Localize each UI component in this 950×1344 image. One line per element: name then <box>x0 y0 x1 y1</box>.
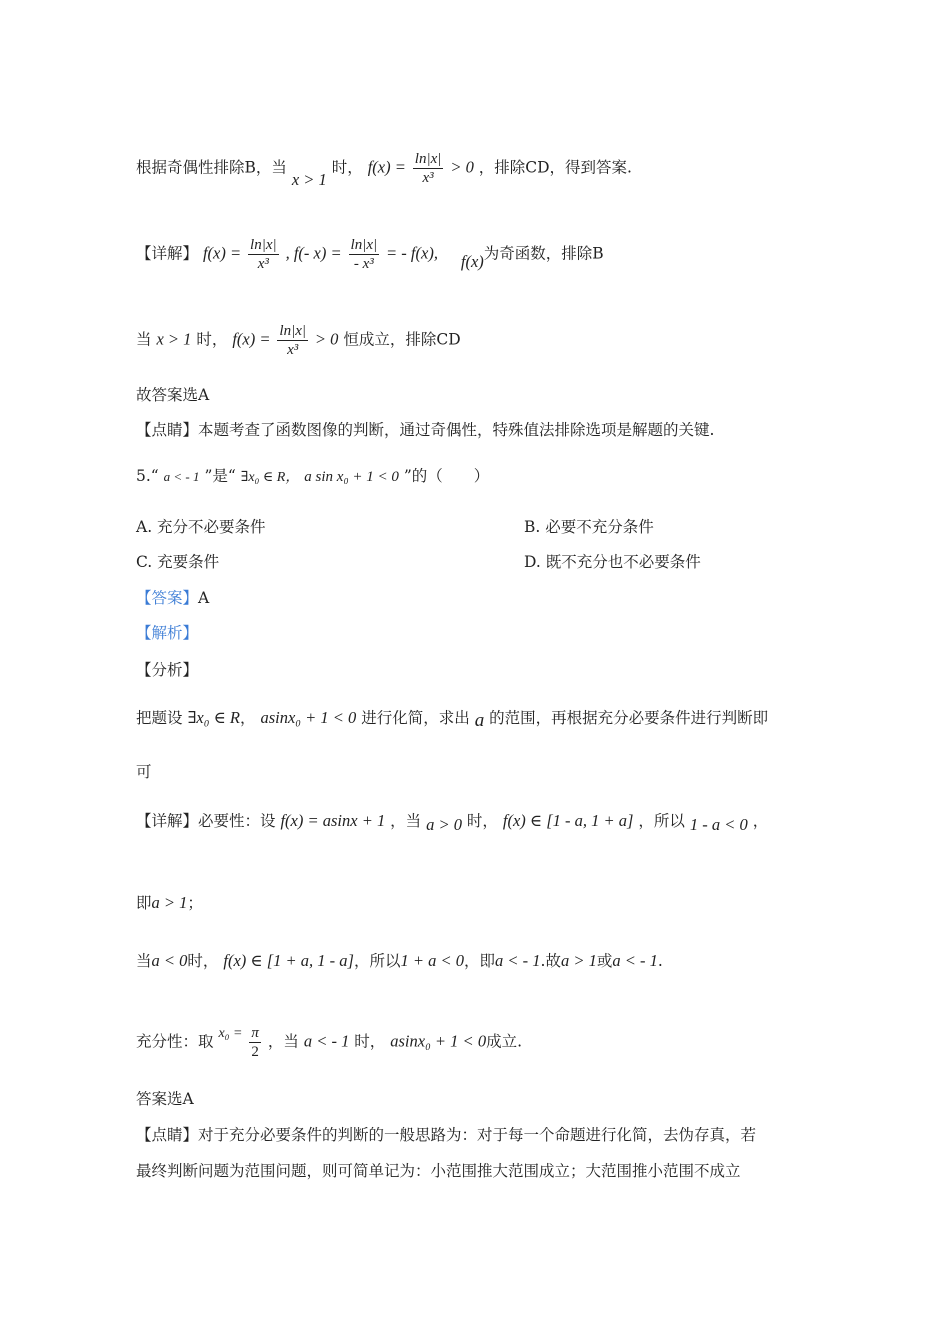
fraction-num: ln|x| <box>414 151 442 167</box>
math: a < 0 <box>151 951 188 970</box>
text: ，所以 <box>353 952 401 970</box>
fraction-den: x³ <box>257 256 269 272</box>
answer-line-2: 答案选A <box>136 1090 194 1108</box>
fraction <box>249 1024 261 1061</box>
text: 进行化简，求出 <box>361 709 470 727</box>
text: ， <box>752 812 769 830</box>
text: 即 <box>136 894 152 912</box>
comment-line-2a: 【点睛】对于充分必要条件的判断的一般思路为：对于每一个命题进行化简，去伪存真，若 <box>136 1126 757 1144</box>
text: 时， <box>196 330 228 349</box>
jiexi-label: 【解析】 <box>136 624 199 642</box>
fraction-den: x³ <box>287 342 299 358</box>
fraction-den: 2 <box>251 1044 259 1060</box>
math: 1 - a < 0 <box>689 815 748 834</box>
fraction <box>349 236 380 273</box>
fraction <box>413 150 444 187</box>
text: .故 <box>540 952 561 970</box>
math: a <box>474 710 485 731</box>
line-detail-odd <box>136 236 604 273</box>
math: a > 1 <box>151 893 188 912</box>
question-5 <box>136 466 489 488</box>
sufficiency-line <box>136 1024 522 1061</box>
math: f(x) ∈ [1 - a, 1 + a] <box>502 811 634 830</box>
fraction-num: ln|x| <box>350 237 378 253</box>
text: 时， <box>466 812 498 830</box>
text: ”是“ <box>204 467 236 485</box>
answer-value: A <box>198 589 210 607</box>
comment-line-2b: 最终判断问题为范围问题，则可简单记为：小范围推大范围成立；大范围推小范围不成立 <box>136 1162 741 1180</box>
text: 为奇函数，排除B <box>483 244 604 263</box>
math-cond: x > 1 <box>156 329 192 349</box>
text: ； <box>187 894 203 912</box>
text: 的范围，再根据充分必要条件进行判断即 <box>489 709 769 727</box>
text: ，当 <box>390 812 422 830</box>
math: f(x) = <box>232 329 271 349</box>
text: 成立. <box>486 1032 523 1051</box>
text: 时， <box>187 952 219 970</box>
analysis-cont: 可 <box>136 763 152 781</box>
fraction <box>248 236 279 273</box>
text: . <box>657 952 663 970</box>
text: 或 <box>596 952 613 970</box>
text: 时， <box>354 1032 386 1051</box>
text: 当 <box>136 330 152 349</box>
math: ∃x₀ ∈ R， <box>240 470 300 485</box>
math: f(x) = <box>202 243 242 263</box>
fenxi-label: 【分析】 <box>136 661 199 679</box>
fraction <box>277 322 308 359</box>
necessity-line <box>136 811 769 834</box>
text: 充分性：取 <box>136 1032 214 1051</box>
analysis-line <box>136 708 769 731</box>
math: a < - 1 <box>163 469 200 484</box>
line-detail-positive <box>136 322 461 359</box>
math: a > 1 <box>560 951 597 970</box>
comment-line-1: 【点睛】本题考查了函数图像的判断，通过奇偶性，特殊值法排除选项是解题的关键. <box>136 421 715 439</box>
option-d: D. 既不充分也不必要条件 <box>524 553 701 571</box>
text: 根据奇偶性排除B，当 <box>136 158 287 177</box>
text: ，排除CD，得到答案. <box>478 158 632 177</box>
text: ，即 <box>464 952 496 970</box>
math: a sin x₀ + 1 < 0 <box>304 469 399 485</box>
necessity-negative <box>136 951 663 971</box>
option-a: A. 充分不必要条件 <box>136 518 266 536</box>
math-cond: x > 1 <box>291 169 327 189</box>
math: f(x) ∈ [1 + a, 1 - a] <box>223 951 354 970</box>
text: ， <box>240 709 256 727</box>
math: x₀ = <box>218 1025 243 1041</box>
fraction-den: - x³ <box>353 256 374 272</box>
math: ∃x₀ ∈ R <box>187 708 241 727</box>
math-gt: > 0 <box>450 157 474 177</box>
label: 【详解】 <box>136 244 199 263</box>
text: ”的（ ） <box>403 467 490 485</box>
math: asinx₀ + 1 < 0 <box>390 1031 487 1051</box>
text: ，当 <box>267 1032 299 1051</box>
math: a < - 1 <box>303 1031 350 1051</box>
math: asinx₀ + 1 < 0 <box>260 708 357 727</box>
line-parity-hint <box>136 150 632 187</box>
math: f(x) = asinx + 1 <box>280 811 386 830</box>
answer-line-1: 故答案选A <box>136 386 210 404</box>
math: f(x) <box>460 251 484 271</box>
label: 【详解】必要性：设 <box>136 812 276 830</box>
fraction-num: π <box>251 1025 259 1041</box>
math: a > 0 <box>426 815 462 834</box>
math-fx: f(x) = <box>367 157 406 177</box>
math: a < - 1 <box>495 951 541 970</box>
math: 1 + a < 0 <box>400 951 464 970</box>
answer-label: 【答案】 <box>136 589 199 607</box>
text: 当 <box>136 952 152 970</box>
math: = - f(x), <box>386 243 438 263</box>
math: a < - 1 <box>612 951 658 970</box>
text: 恒成立，排除CD <box>343 330 461 349</box>
text: ，所以 <box>638 812 685 830</box>
math: , f(- x) = <box>285 243 342 263</box>
fraction-den: x³ <box>422 170 434 186</box>
answer-row <box>136 588 209 608</box>
fraction-num: ln|x| <box>250 237 277 253</box>
text: 把题设 <box>136 709 183 727</box>
fraction-num: ln|x| <box>279 323 306 339</box>
necessity-result <box>136 893 203 913</box>
text: 时， <box>331 158 363 177</box>
question-number: 5.“ <box>136 467 159 485</box>
math: > 0 <box>314 329 339 349</box>
option-c: C. 充要条件 <box>136 553 220 571</box>
option-b: B. 必要不充分条件 <box>524 518 654 536</box>
